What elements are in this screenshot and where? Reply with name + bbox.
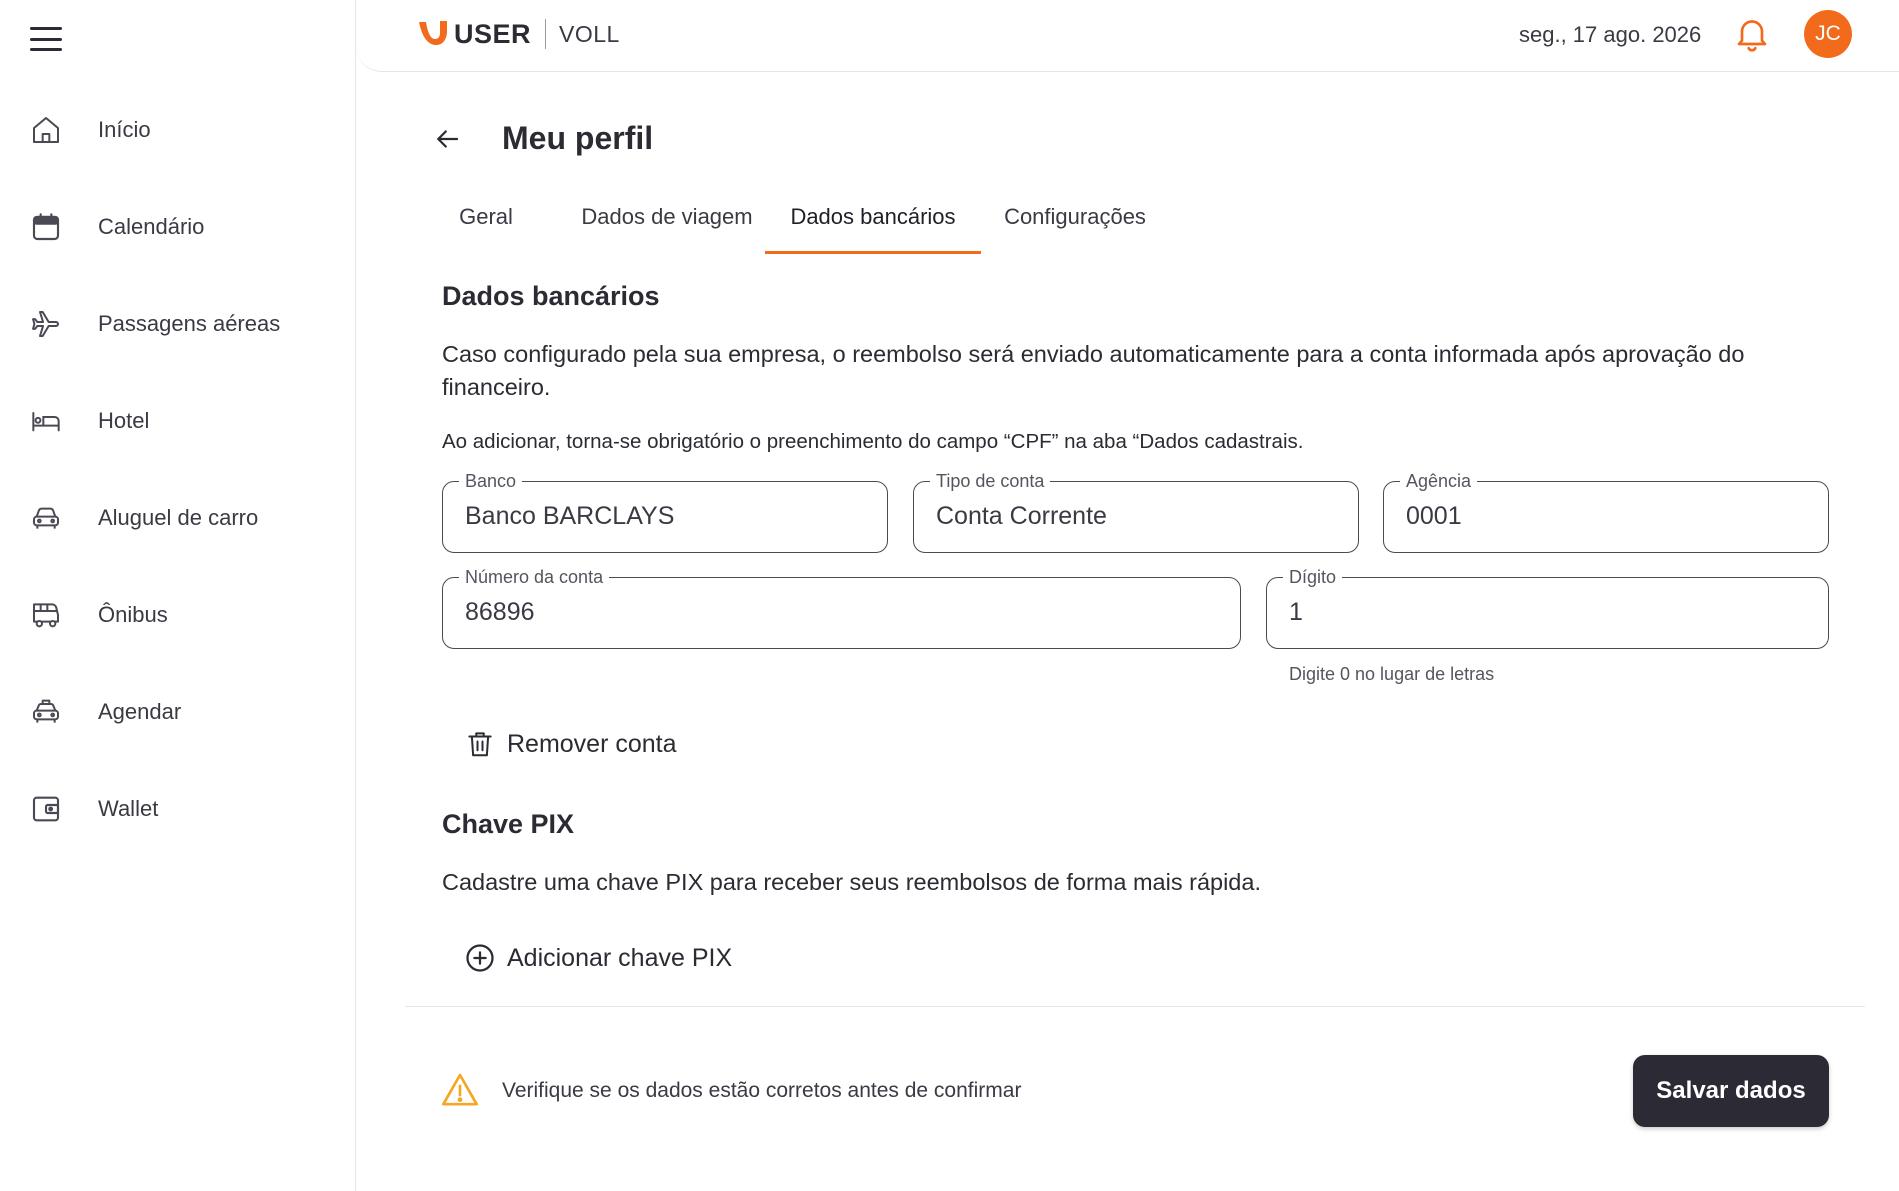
account-type-input[interactable] [936,502,1336,531]
sidebar [0,0,356,1191]
bank-section-description: Caso configurado pela sua empresa, o reembolso será enviado automaticamente para a conta informada após aprovação do financeiro. [442,341,1745,400]
car-icon [28,500,64,536]
brand-logo[interactable] [416,14,620,54]
account-type-field-label: Tipo de conta [930,470,1050,492]
sidebar-item-label: Calendário [98,214,205,239]
digit-field[interactable] [1266,567,1829,649]
taxi-icon [28,694,64,730]
pix-section-heading: Chave PIX [442,809,575,839]
bank-field-label: Banco [459,470,522,492]
bank-field[interactable] [442,471,888,553]
sidebar-item-passagens-aereas[interactable] [0,294,355,354]
account-number-field[interactable] [442,567,1241,649]
tab-configuracoes[interactable]: Configurações [1004,204,1146,229]
agency-field-label: Agência [1400,470,1477,492]
page-title: Meu perfil [502,120,654,156]
sidebar-item-label: Início [98,117,151,142]
wallet-icon [28,791,64,827]
bank-section-heading: Dados bancários [442,281,660,311]
brand-divider [545,19,546,49]
add-pix-key-button[interactable] [465,943,732,973]
home-icon [28,112,64,148]
warning-icon [440,1070,480,1110]
calendar-icon [28,209,64,245]
sidebar-item-aluguel-de-carro[interactable] [0,488,355,548]
cpf-required-note: Ao adicionar, torna-se obrigatório o preenchimento do campo “CPF” na aba “Dados cadastrais. [442,430,1304,453]
bank-input[interactable] [465,502,865,531]
airplane-icon [28,306,64,342]
digit-input[interactable] [1289,598,1806,627]
avatar[interactable]: JC [1804,10,1852,58]
brand-user-text: USER [454,18,532,49]
sidebar-item-label: Ônibus [98,602,168,627]
pix-section-description: Cadastre uma chave PIX para receber seus reembolsos de forma mais rápida. [442,869,1261,895]
tab-dados-bancarios[interactable]: Dados bancários [765,198,981,254]
footer-divider [405,1006,1865,1007]
agency-field[interactable] [1383,471,1829,553]
save-data-button[interactable]: Salvar dados [1633,1055,1829,1127]
remove-account-button[interactable] [465,729,677,759]
brand-voll-text: VOLL [559,20,620,47]
back-arrow-icon[interactable] [432,124,462,154]
bus-icon [28,597,64,633]
plus-circle-icon [465,943,495,973]
confirmation-warning: Verifique se os dados estão corretos antes de confirmar [502,1079,1022,1102]
digit-field-label: Dígito [1283,566,1342,588]
sidebar-item-label: Aluguel de carro [98,505,259,530]
current-date: seg., 17 ago. 2026 [1519,22,1702,47]
sidebar-item-wallet[interactable] [0,779,355,839]
sidebar-item-hotel[interactable] [0,391,355,451]
account-number-input[interactable] [465,598,1218,627]
tab-geral[interactable]: Geral [459,204,513,229]
account-type-field[interactable] [913,471,1359,553]
sidebar-item-label: Wallet [98,796,159,821]
add-pix-key-label: Adicionar chave PIX [507,943,733,972]
logo-mark-icon [416,17,450,51]
trash-icon [465,729,495,759]
tab-dados-de-viagem[interactable]: Dados de viagem [581,204,753,229]
top-header [356,0,1899,72]
sidebar-item-calendario[interactable] [0,197,355,257]
sidebar-item-inicio[interactable] [0,100,355,160]
remove-account-label: Remover conta [507,729,677,758]
sidebar-item-agendar[interactable] [0,682,355,742]
menu-icon[interactable] [30,27,62,51]
bed-icon [28,403,64,439]
account-number-field-label: Número da conta [459,566,609,588]
sidebar-item-label: Passagens aéreas [98,311,281,336]
sidebar-item-onibus[interactable] [0,585,355,645]
digit-helper-text: Digite 0 no lugar de letras [1289,664,1495,684]
sidebar-item-label: Agendar [98,699,182,724]
bell-icon[interactable] [1732,14,1772,54]
agency-input[interactable] [1406,502,1806,531]
sidebar-item-label: Hotel [98,408,150,433]
